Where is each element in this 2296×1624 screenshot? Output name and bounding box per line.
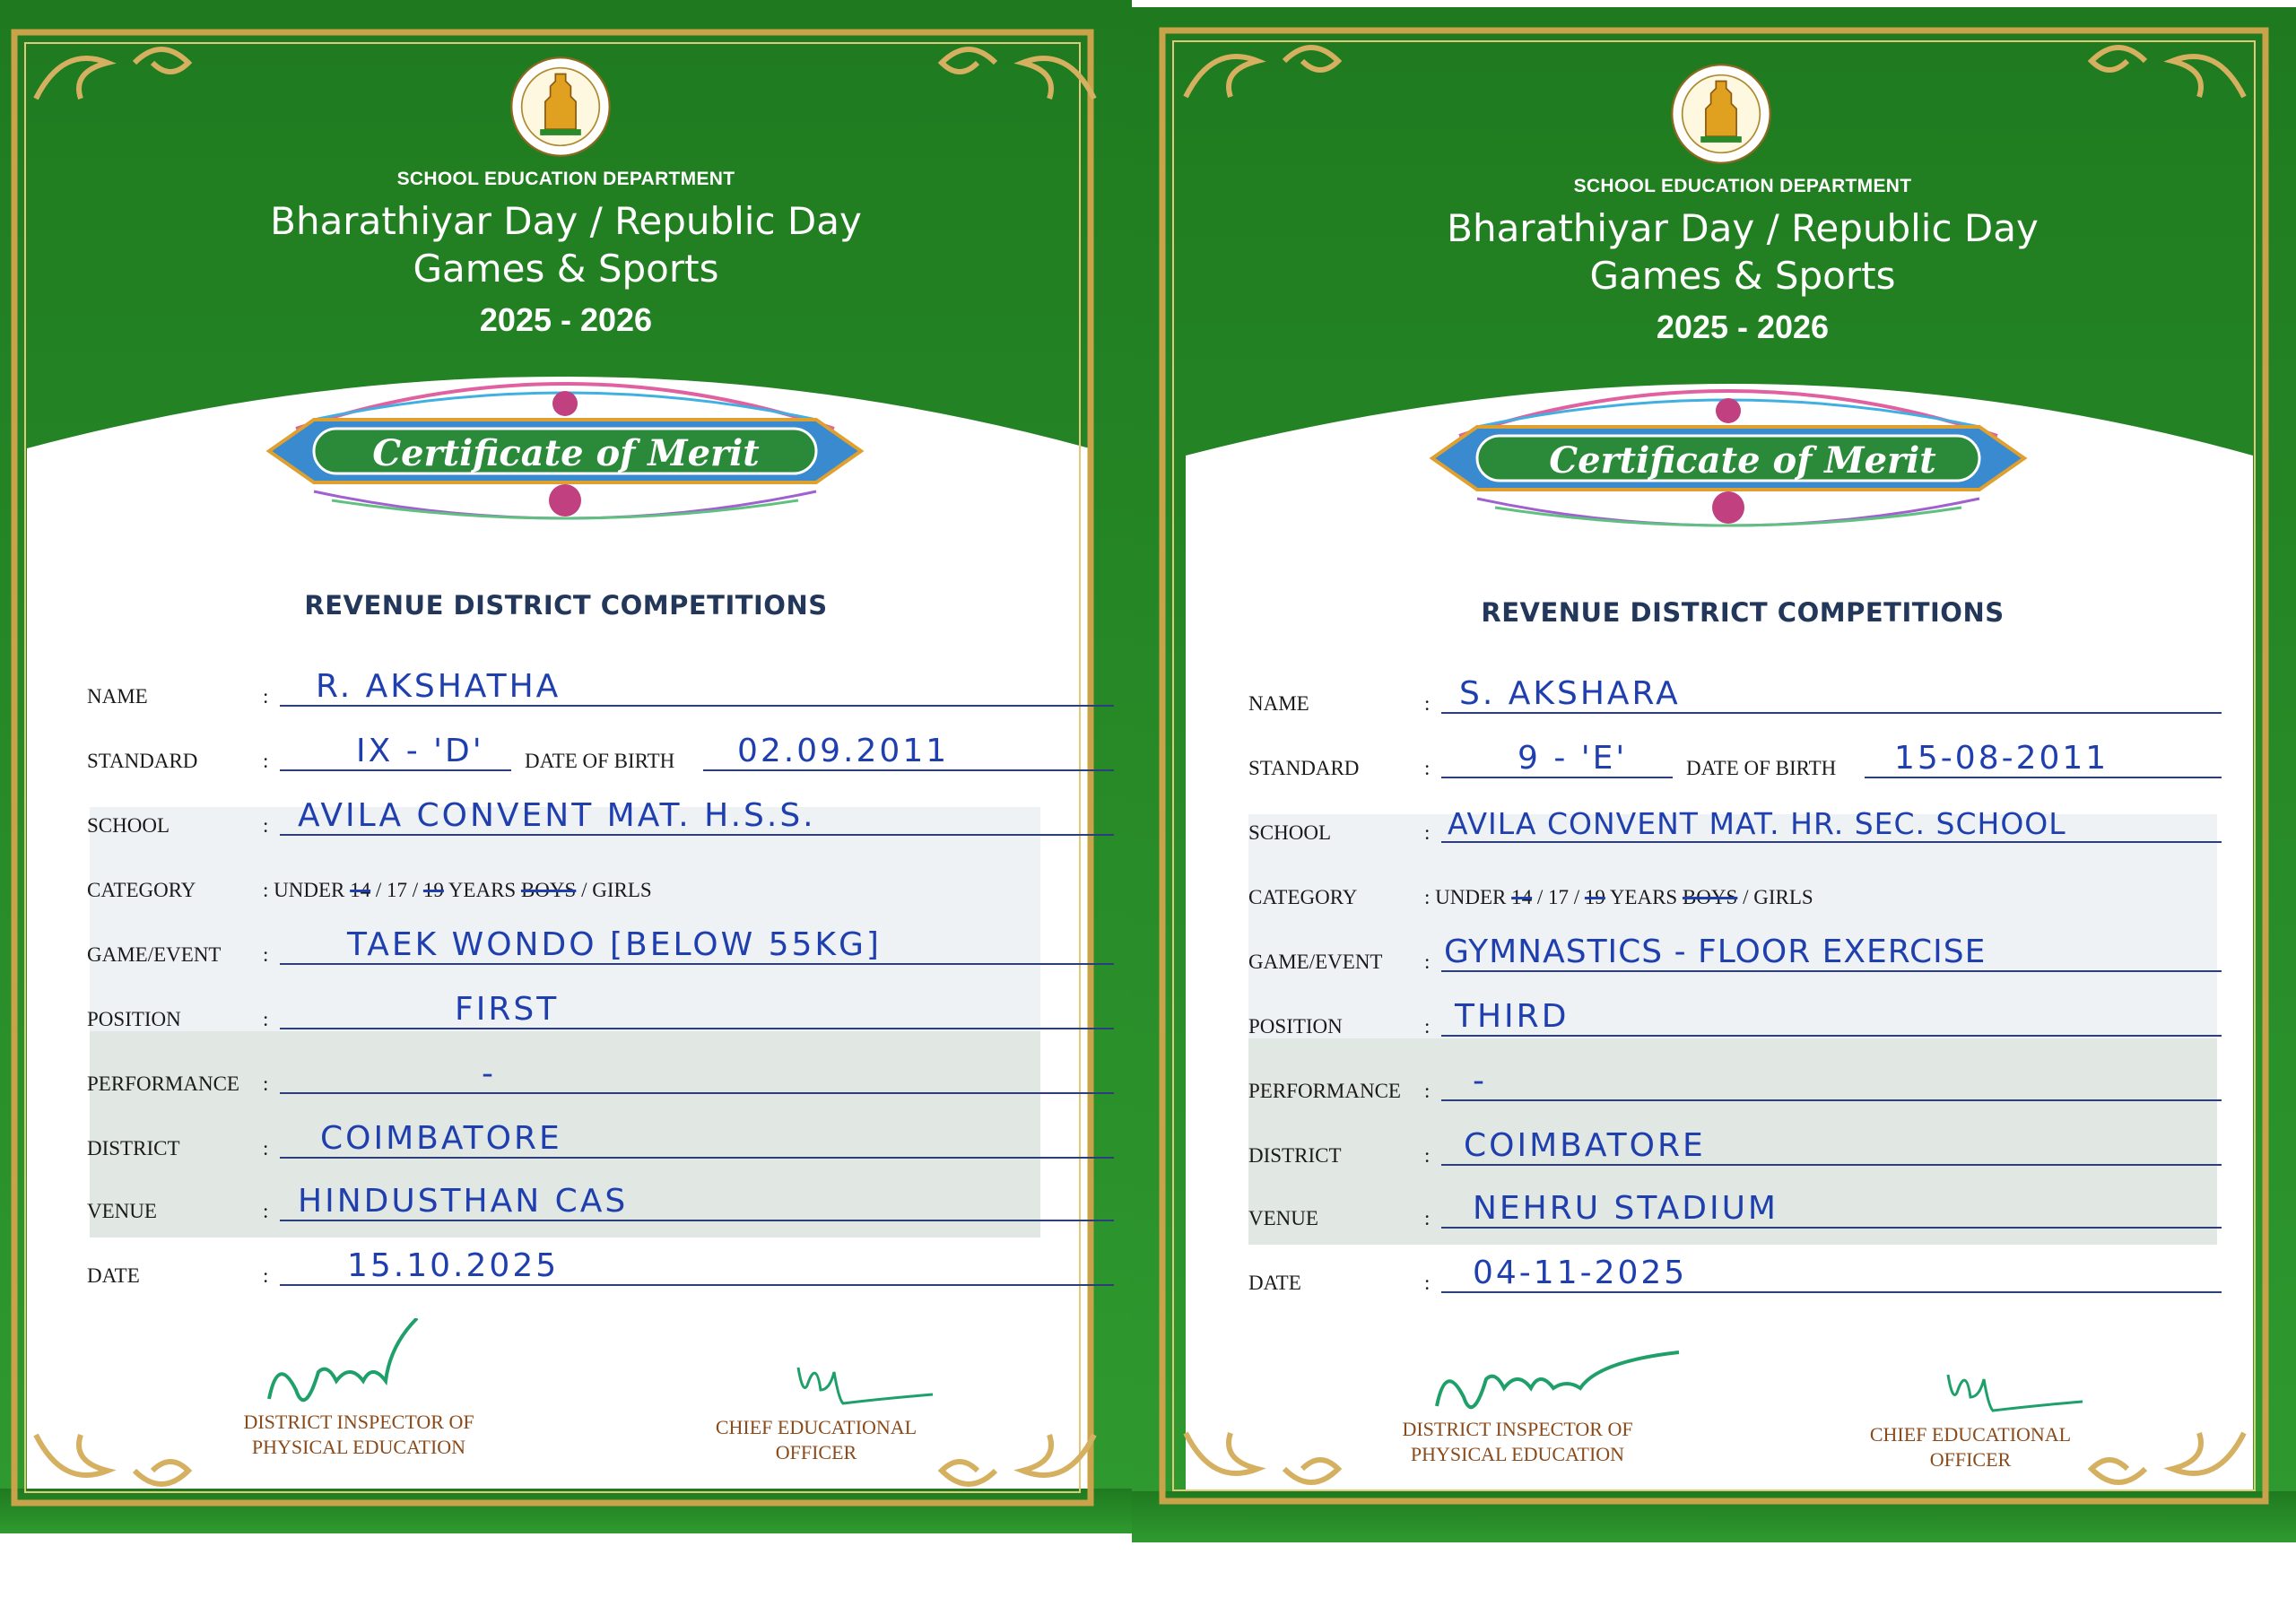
academic-year: 2025 - 2026 [1656,308,1830,345]
category-age-17: 17 [1548,886,1570,908]
certificate-banner-title: Certificate of Merit [1549,439,1936,482]
dob-label: DATE OF BIRTH [525,750,675,772]
venue-row: VENUE : NEHRU STADIUM [1248,1196,2235,1232]
position-value: THIRD [1455,998,1570,1035]
event-title-line2: Games & Sports [1589,254,1896,298]
event-title-line2: Games & Sports [413,247,719,291]
certificate-akshatha [0,0,1132,1533]
event-title-line1: Bharathiyar Day / Republic Day [270,199,862,243]
position-label: POSITION [87,1008,181,1030]
venue-row: VENUE : HINDUSTHAN CAS [87,1189,1029,1225]
category-options: : UNDER 14 / 17 / 19 YEARS BOYS / GIRLS [263,879,652,901]
category-age-19: 19 [1584,886,1605,908]
inspector-signature-label: DISTRICT INSPECTOR OF PHYSICAL EDUCATION [243,1411,474,1458]
ceo-signature [780,1350,942,1421]
category-row [87,868,1029,904]
district-row: DISTRICT : COIMBATORE [87,1126,1029,1162]
game-label: GAME/EVENT [1248,951,1383,973]
category-boys: BOYS [1682,886,1738,908]
category-row [1248,875,2235,911]
district-value: COIMBATORE [1464,1127,1706,1164]
date-value: 15.10.2025 [347,1247,560,1284]
venue-value: HINDUSTHAN CAS [298,1183,629,1220]
performance-label: PERFORMANCE [1248,1080,1401,1102]
game-label: GAME/EVENT [87,943,222,966]
ceo-signature [1930,1357,2092,1429]
name-row: NAME : S. AKSHARA [1248,682,2235,717]
category-girls: / GIRLS [1743,886,1813,908]
school-value: AVILA CONVENT MAT. HR. SEC. SCHOOL [1448,806,2066,841]
position-row: POSITION : THIRD [1248,1004,2235,1040]
dob-value: 15-08-2011 [1894,740,2109,777]
date-row: DATE : 15.10.2025 [87,1254,1029,1290]
name-label: NAME [87,685,148,708]
performance-value: - [1473,1063,1487,1099]
game-value: TAEK WONDO [BELOW 55KG] [347,926,882,963]
school-value: AVILA CONVENT MAT. H.S.S. [298,797,816,834]
dob-value: 02.09.2011 [737,733,950,769]
performance-row: PERFORMANCE : - [1248,1069,2235,1105]
ceo-signature-label: CHIEF EDUCATIONAL OFFICER [1869,1423,2072,1471]
event-title-line1: Bharathiyar Day / Republic Day [1447,206,2039,250]
category-age-19: 19 [422,879,444,901]
name-value: S. AKSHARA [1459,675,1681,712]
date-value: 04-11-2025 [1473,1255,1688,1291]
performance-row: PERFORMANCE : - [87,1062,1029,1098]
game-value: GYMNASTICS - FLOOR EXERCISE [1444,934,1987,970]
certificate-akshara [1132,7,2296,1542]
category-boys: BOYS [520,879,577,901]
standard-value: 9 - 'E' [1518,740,1628,777]
competition-level-heading: REVENUE DISTRICT COMPETITIONS [1481,597,2005,628]
position-label: POSITION [1248,1015,1343,1038]
school-row: SCHOOL : AVILA CONVENT MAT. H.S.S. [87,803,1029,839]
position-value: FIRST [455,991,560,1028]
academic-year: 2025 - 2026 [479,301,653,338]
district-label: DISTRICT [1248,1144,1342,1167]
game-row: GAME/EVENT : TAEK WONDO [BELOW 55KG] [87,933,1029,968]
district-value: COIMBATORE [320,1120,562,1157]
category-age-17: 17 [387,879,408,901]
date-row: DATE : 04-11-2025 [1248,1261,2235,1297]
venue-value: NEHRU STADIUM [1473,1190,1779,1227]
school-label: SCHOOL [87,814,170,837]
name-label: NAME [1248,692,1309,715]
date-label: DATE [1248,1272,1301,1294]
dob-label: DATE OF BIRTH [1686,757,1837,779]
tamil-nadu-emblem-icon [1670,63,1772,165]
school-label: SCHOOL [1248,821,1332,844]
district-row: DISTRICT : COIMBATORE [1248,1133,2235,1169]
date-label: DATE [87,1264,140,1287]
standard-row: STANDARD : IX - 'D' DATE OF BIRTH 02.09.2011 [87,739,1029,775]
name-row: NAME : R. AKSHATHA [87,674,1029,710]
department-heading: SCHOOL EDUCATION DEPARTMENT [396,169,735,189]
category-options: : UNDER 14 / 17 / 19 YEARS BOYS / GIRLS [1424,886,1813,908]
category-label: CATEGORY [87,879,196,901]
name-value: R. AKSHATHA [316,668,561,705]
department-heading: SCHOOL EDUCATION DEPARTMENT [1573,176,1912,196]
venue-label: VENUE [1248,1207,1318,1229]
game-row: GAME/EVENT : GYMNASTICS - FLOOR EXERCISE [1248,940,2235,976]
certificate-banner-title: Certificate of Merit [372,432,760,474]
venue-label: VENUE [87,1200,157,1222]
performance-label: PERFORMANCE [87,1073,239,1095]
standard-value: IX - 'D' [356,733,484,769]
tamil-nadu-emblem-icon [509,56,612,158]
standard-label: STANDARD [87,750,198,772]
inspector-signature-label: DISTRICT INSPECTOR OF PHYSICAL EDUCATION [1402,1418,1633,1465]
standard-row: STANDARD : 9 - 'E' DATE OF BIRTH 15-08-2011 [1248,746,2235,782]
standard-label: STANDARD [1248,757,1360,779]
district-label: DISTRICT [87,1137,180,1159]
category-label: CATEGORY [1248,886,1358,908]
category-age-14: 14 [350,879,371,901]
position-row: POSITION : FIRST [87,997,1029,1033]
school-row: SCHOOL : AVILA CONVENT MAT. HR. SEC. SCHOOL [1248,811,2235,847]
ceo-signature-label: CHIEF EDUCATIONAL OFFICER [715,1416,918,1463]
category-girls: / GIRLS [581,879,652,901]
category-age-14: 14 [1511,886,1533,908]
competition-level-heading: REVENUE DISTRICT COMPETITIONS [304,590,828,621]
performance-value: - [482,1055,496,1092]
